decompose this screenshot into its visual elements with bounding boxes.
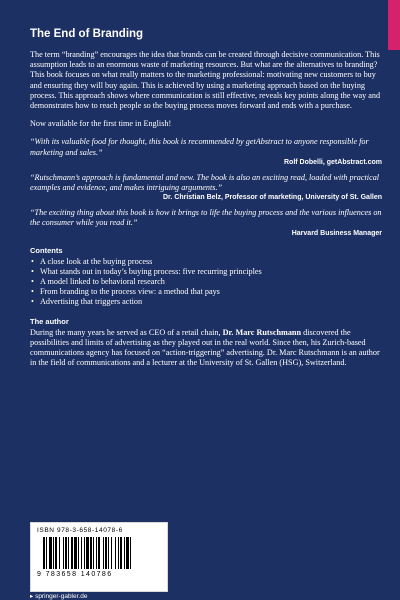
barcode-bar — [105, 537, 107, 569]
cover-text — [30, 28, 382, 368]
contents-item-text: A model linked to behavioral research — [40, 277, 165, 287]
barcode-bar — [71, 537, 73, 569]
author-bio — [30, 328, 382, 369]
barcode-bar — [63, 537, 64, 569]
book-title: The End of Branding — [30, 28, 144, 40]
quote-text: “The exciting thing about this book is how it brings to life the buying process and the various influences on the consumer while you read it.” — [30, 208, 382, 228]
contents-item — [30, 297, 382, 307]
barcode-bar — [103, 537, 104, 569]
barcode — [30, 522, 168, 592]
contents-list — [30, 257, 382, 308]
quote-text: “Rutschmann’s approach is fundamental and new. The book is also an exciting read, loaded with practical examples and evidence, and makes intriguing arguments.” — [30, 172, 380, 193]
contents-item-text: A close look at the buying process — [40, 256, 153, 266]
barcode-bar — [53, 537, 54, 569]
barcode-bars — [43, 537, 159, 569]
barcode-bar — [108, 537, 109, 569]
isbn-label: ISBN 978-3-658-14078-6 — [37, 527, 123, 534]
contents-item — [30, 277, 382, 287]
author-bio-text: discovered the possibilities and limits of advertising as they played out in the real world. Since then, his Zurich-based communications agency has focused on “action-triggering” advertising. Dr. Marc Rutschmann is an author in the field of communications and a lecturer at the University of St. Gallen (HSG), Switzerland. — [30, 327, 380, 368]
barcode-bar — [43, 537, 45, 569]
bullet-icon: • — [31, 266, 34, 276]
quote-attribution: Dr. Christian Belz, Professor of marketing, University of St. Gallen — [163, 194, 382, 202]
barcode-bar — [118, 537, 119, 569]
barcode-bar — [130, 537, 131, 569]
bullet-icon: • — [31, 277, 34, 287]
quote — [30, 208, 382, 236]
availability-note: Now available for the first time in English! — [30, 119, 172, 129]
author-bio-text: During the many years he served as CEO of a retail chain, — [30, 327, 223, 337]
barcode-digits: 9 783658 140786 — [37, 571, 113, 578]
barcode-bar — [98, 537, 100, 569]
barcode-bar — [115, 537, 116, 569]
quote — [30, 173, 382, 201]
author-name: Dr. Marc Rutschmann — [222, 327, 302, 337]
publisher-website: ▸ springer-gabler.de — [30, 593, 88, 600]
barcode-bar — [74, 537, 77, 569]
barcode-bar — [126, 537, 129, 569]
accent-tab — [388, 0, 400, 50]
barcode-bar — [93, 537, 94, 569]
barcode-bar — [81, 537, 82, 569]
barcode-bar — [78, 537, 79, 569]
author-heading: The author — [30, 316, 69, 326]
contents-item — [30, 267, 382, 277]
barcode-bar — [59, 537, 60, 569]
barcode-bar — [96, 537, 97, 569]
barcode-bar — [49, 537, 52, 569]
quote — [30, 137, 382, 165]
contents-heading: Contents — [30, 245, 63, 255]
barcode-bar — [86, 537, 89, 569]
barcode-bar — [124, 537, 125, 569]
bullet-icon: • — [31, 287, 34, 297]
quote-attribution: Harvard Business Manager — [291, 229, 382, 237]
quote-attribution: Rolf Dobelli, getAbstract.com — [283, 158, 382, 166]
intro-paragraph: The term “branding” encourages the idea that brands can be created through decisive communication. This assumption leads to an enormous waste of marketing resources. But what are the alternatives to branding? This book focuses on what really matters to the marketing professional: motivating new customers to buy and ensuring they will buy again. This is achieved by using a marketing approach based on the buying process. This approach shows where communication is still effective, reveals key points along the way and demonstrates how to reach people so the buying process moves forward and ends with a purchase. — [30, 50, 381, 111]
barcode-bar — [46, 537, 47, 569]
contents-item-text: From branding to the process view: a method that pays — [40, 287, 220, 297]
barcode-bar — [120, 537, 122, 569]
barcode-bar — [90, 537, 92, 569]
barcode-bar — [65, 537, 67, 569]
contents-item-text: What stands out in today’s buying process: five recurring principles — [40, 266, 262, 276]
barcode-bar — [68, 537, 69, 569]
contents-item — [30, 257, 382, 267]
barcode-bar — [111, 537, 112, 569]
bullet-icon: • — [31, 297, 34, 307]
quote-text: “With its valuable food for thought, this book is recommended by getAbstract to anyone responsible for marketing and sales.” — [30, 137, 369, 157]
contents-item-text: Advertising that triggers action — [40, 297, 143, 307]
bullet-icon: • — [31, 256, 34, 266]
barcode-bar — [84, 537, 85, 569]
contents-item — [30, 287, 382, 297]
barcode-bar — [55, 537, 57, 569]
